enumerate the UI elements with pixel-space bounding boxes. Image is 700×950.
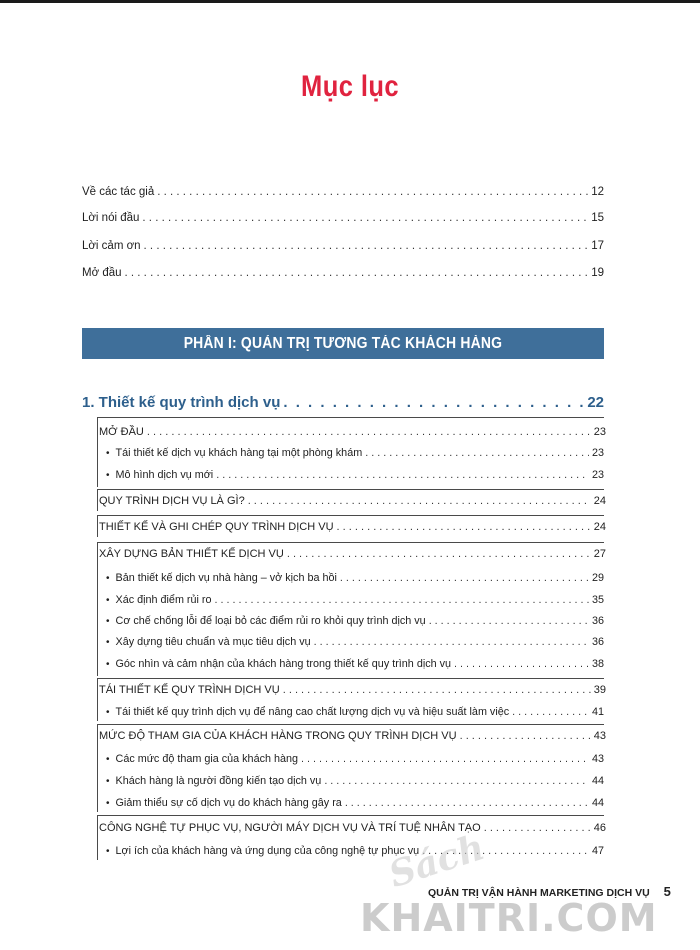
dot-leader <box>512 703 589 721</box>
section-divider <box>97 542 604 543</box>
section-rule <box>97 515 98 537</box>
subsection-label: Các mức độ tham gia của khách hàng <box>115 753 298 765</box>
section-label: QUY TRÌNH DỊCH VỤ LÀ GÌ? <box>99 495 245 507</box>
dot-leader <box>337 518 591 536</box>
page-number: 5 <box>663 884 671 899</box>
section-rule <box>97 815 98 860</box>
dot-leader <box>283 681 591 699</box>
subsection-entry[interactable] <box>106 466 604 484</box>
section-entry[interactable] <box>99 545 606 563</box>
toc-entry-label: Lời cảm ơn <box>82 240 141 252</box>
dot-leader <box>248 492 591 510</box>
subsection-page: 38 <box>591 658 604 670</box>
section-divider <box>97 417 604 418</box>
bullet-icon: • <box>106 616 110 627</box>
bullet-icon: • <box>106 595 110 606</box>
top-rule <box>0 0 700 3</box>
dot-leader <box>287 545 591 563</box>
subsection-entry[interactable] <box>106 750 604 768</box>
section-page: 43 <box>593 730 606 742</box>
section-label: TÁI THIẾT KẾ QUY TRÌNH DỊCH VỤ <box>99 684 280 696</box>
section-page: 27 <box>593 548 606 560</box>
subsection-entry[interactable] <box>106 703 604 721</box>
subsection-page: 35 <box>591 594 604 606</box>
dot-leader <box>365 444 589 462</box>
section-divider <box>97 724 604 725</box>
dot-leader <box>301 750 589 768</box>
dot-leader <box>215 591 589 609</box>
dot-leader <box>216 466 589 484</box>
subsection-page: 41 <box>591 706 604 718</box>
subsection-page: 44 <box>591 775 604 787</box>
toc-entry-page: 12 <box>591 186 604 198</box>
section-page: 39 <box>593 684 606 696</box>
subsection-entry[interactable] <box>106 772 604 790</box>
dot-leader <box>283 392 584 414</box>
toc-entry-label: Lời nói đầu <box>82 212 140 224</box>
dot-leader <box>142 209 588 227</box>
subsection-entry[interactable] <box>106 569 604 587</box>
section-rule <box>97 724 98 812</box>
section-entry[interactable] <box>99 727 606 745</box>
section-rule <box>97 489 98 511</box>
subsection-entry[interactable] <box>106 444 604 462</box>
toc-entry-page: 15 <box>591 212 604 224</box>
section-label: CÔNG NGHỆ TỰ PHỤC VỤ, NGƯỜI MÁY DỊCH VỤ VÀ TRÍ TUỆ NHÂN TẠO <box>99 822 481 834</box>
running-title: QUẢN TRỊ VẬN HÀNH MARKETING DỊCH VỤ <box>428 887 650 899</box>
section-entry[interactable] <box>99 492 606 510</box>
subsection-label: Xác định điểm rủi ro <box>115 594 212 606</box>
bullet-icon: • <box>106 448 110 459</box>
dot-leader <box>324 772 589 790</box>
bullet-icon: • <box>106 846 110 857</box>
section-page: 23 <box>593 426 606 438</box>
subsection-page: 44 <box>591 797 604 809</box>
subsection-label: Tái thiết kế quy trình dịch vụ để nâng cao chất lượng dịch vụ và hiệu suất làm việc <box>115 706 510 718</box>
section-entry[interactable] <box>99 423 606 441</box>
toc-entry[interactable] <box>82 237 604 255</box>
section-label: MỨC ĐỘ THAM GIA CỦA KHÁCH HÀNG TRONG QUY TRÌNH DỊCH VỤ <box>99 730 457 742</box>
section-divider <box>97 678 604 679</box>
toc-entry-page: 19 <box>591 267 604 279</box>
subsection-page: 29 <box>591 572 604 584</box>
section-divider <box>97 815 604 816</box>
subsection-label: Lợi ích của khách hàng và ứng dụng của công nghệ tự phục vụ <box>115 845 420 857</box>
section-label: XÂY DỰNG BẢN THIẾT KẾ DỊCH VỤ <box>99 548 284 560</box>
section-entry[interactable] <box>99 681 606 699</box>
section-label: THIẾT KẾ VÀ GHI CHÉP QUY TRÌNH DỊCH VỤ <box>99 521 334 533</box>
bullet-icon: • <box>106 754 110 765</box>
subsection-page: 23 <box>591 447 604 459</box>
dot-leader <box>429 612 589 630</box>
section-entry[interactable] <box>99 518 606 536</box>
toc-entry[interactable] <box>82 209 604 227</box>
subsection-page: 23 <box>591 469 604 481</box>
dot-leader <box>157 183 588 201</box>
dot-leader <box>454 655 589 673</box>
bullet-icon: • <box>106 776 110 787</box>
bullet-icon: • <box>106 573 110 584</box>
toc-entry[interactable] <box>82 183 604 201</box>
subsection-label: Khách hàng là người đồng kiến tạo dịch vụ <box>115 775 322 787</box>
part-banner[interactable] <box>82 328 604 359</box>
section-rule <box>97 542 98 676</box>
section-page: 24 <box>593 495 606 507</box>
watermark-site: KHAITRI.COM <box>360 896 658 940</box>
toc-entry-label: Về các tác giả <box>82 186 155 198</box>
subsection-entry[interactable] <box>106 633 604 651</box>
section-rule <box>97 678 98 721</box>
dot-leader <box>460 727 591 745</box>
dot-leader <box>144 237 589 255</box>
subsection-page: 36 <box>591 615 604 627</box>
dot-leader <box>484 819 591 837</box>
subsection-entry[interactable] <box>106 655 604 673</box>
bullet-icon: • <box>106 637 110 648</box>
subsection-entry[interactable] <box>106 612 604 630</box>
toc-entry-label: Mở đầu <box>82 267 122 279</box>
section-divider <box>97 515 604 516</box>
subsection-page: 43 <box>591 753 604 765</box>
subsection-label: Cơ chế chống lỗi để loại bỏ các điểm rủi ro khỏi quy trình dịch vụ <box>115 615 426 627</box>
dot-leader <box>147 423 591 441</box>
chapter-entry[interactable] <box>82 392 604 414</box>
toc-entry[interactable] <box>82 264 604 282</box>
dot-leader <box>125 264 589 282</box>
chapter-label: 1. Thiết kế quy trình dịch vụ <box>82 394 281 411</box>
page-title: Mục lục <box>301 70 399 103</box>
chapter-page: 22 <box>587 394 604 411</box>
subsection-entry[interactable] <box>106 842 604 860</box>
subsection-page: 47 <box>591 845 604 857</box>
section-page: 46 <box>593 822 606 834</box>
dot-leader <box>340 569 589 587</box>
toc-entry-page: 17 <box>591 240 604 252</box>
subsection-label: Mô hình dịch vụ mới <box>115 469 214 481</box>
subsection-entry[interactable] <box>106 591 604 609</box>
part-title: PHẦN I: QUẢN TRỊ TƯƠNG TÁC KHÁCH HÀNG <box>183 334 503 352</box>
bullet-icon: • <box>106 659 110 670</box>
dot-leader <box>345 794 589 812</box>
section-rule <box>97 417 98 487</box>
section-entry[interactable] <box>99 819 606 837</box>
bullet-icon: • <box>106 707 110 718</box>
watermark-script: Sách <box>383 825 490 897</box>
section-divider <box>97 489 604 490</box>
subsection-label: Xây dựng tiêu chuẩn và mục tiêu dịch vụ <box>115 636 311 648</box>
dot-leader <box>314 633 589 651</box>
bullet-icon: • <box>106 470 110 481</box>
section-page: 24 <box>593 521 606 533</box>
subsection-entry[interactable] <box>106 794 604 812</box>
subsection-label: Giảm thiểu sự cố dịch vụ do khách hàng gây ra <box>115 797 342 809</box>
bullet-icon: • <box>106 798 110 809</box>
subsection-page: 36 <box>591 636 604 648</box>
subsection-label: Tái thiết kế dịch vụ khách hàng tại một phòng khám <box>115 447 363 459</box>
subsection-label: Bản thiết kế dịch vụ nhà hàng – vở kịch ba hồi <box>115 572 337 584</box>
section-label: MỞ ĐẦU <box>99 426 144 438</box>
subsection-label: Góc nhìn và cảm nhận của khách hàng trong thiết kế quy trình dịch vụ <box>115 658 452 670</box>
